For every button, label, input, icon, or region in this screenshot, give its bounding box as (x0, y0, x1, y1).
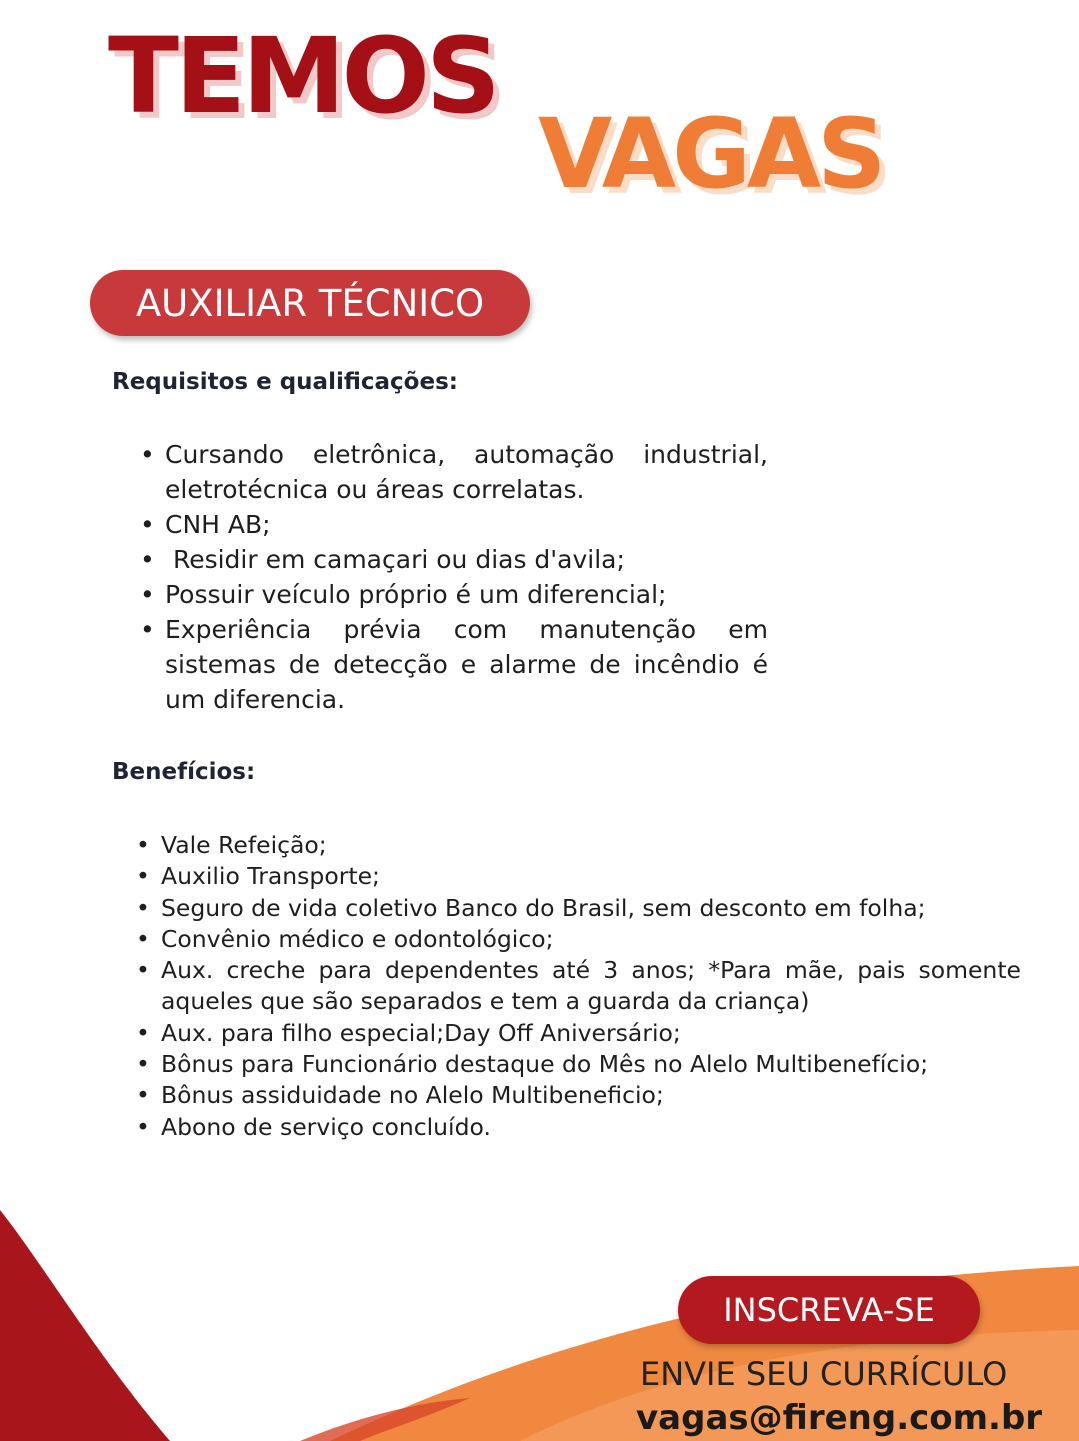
subscribe-button[interactable] (678, 1276, 980, 1344)
dark-red-wave (0, 1210, 170, 1441)
list-item: • Aux. creche para dependentes até 3 anos; *Para mãe, pais somente aqueles que são separados e tem a guarda da criança) (136, 955, 1021, 1018)
headline-temos: TEMOS (108, 15, 497, 137)
list-item: • Abono de serviço concluído. (136, 1112, 1021, 1143)
list-item: • Seguro de vida coletivo Banco do Brasil, sem desconto em folha; (136, 893, 1021, 924)
list-item: • Vale Refeição; (136, 830, 1021, 861)
list-item: • Cursando eletrônica, automação industrial, eletrotécnica ou áreas correlatas. (140, 437, 768, 507)
list-item: • Bônus assiduidade no Alelo Multibeneficio; (136, 1080, 1021, 1111)
headline-vagas: VAGAS (538, 98, 883, 210)
job-title-badge (90, 270, 530, 336)
list-item: • CNH AB; (140, 507, 768, 542)
list-item: • Convênio médico e odontológico; (136, 924, 1021, 955)
benefits-list (136, 830, 1021, 1143)
job-title: AUXILIAR TÉCNICO (135, 281, 485, 325)
send-resume-text: ENVIE SEU CURRÍCULO (640, 1355, 1008, 1393)
contact-email[interactable]: vagas@fireng.com.br (636, 1398, 1043, 1438)
list-item: • Residir em camaçari ou dias d'avila; (140, 542, 768, 577)
list-item: • Possuir veículo próprio é um diferencial; (140, 577, 768, 612)
subscribe-button-label: INSCREVA-SE (723, 1291, 935, 1329)
requirements-heading: Requisitos e qualificações: (112, 369, 458, 395)
list-item: • Bônus para Funcionário destaque do Mês no Alelo Multibenefício; (136, 1049, 1021, 1080)
list-item: • Aux. para filho especial;Day Off Aniversário; (136, 1018, 1021, 1049)
list-item: • Auxilio Transporte; (136, 861, 1021, 892)
requirements-list (140, 437, 768, 717)
benefits-heading: Benefícios: (112, 759, 256, 785)
list-item: • Experiência prévia com manutenção em sistemas de detecção e alarme de incêndio é um diferencia. (140, 612, 768, 717)
